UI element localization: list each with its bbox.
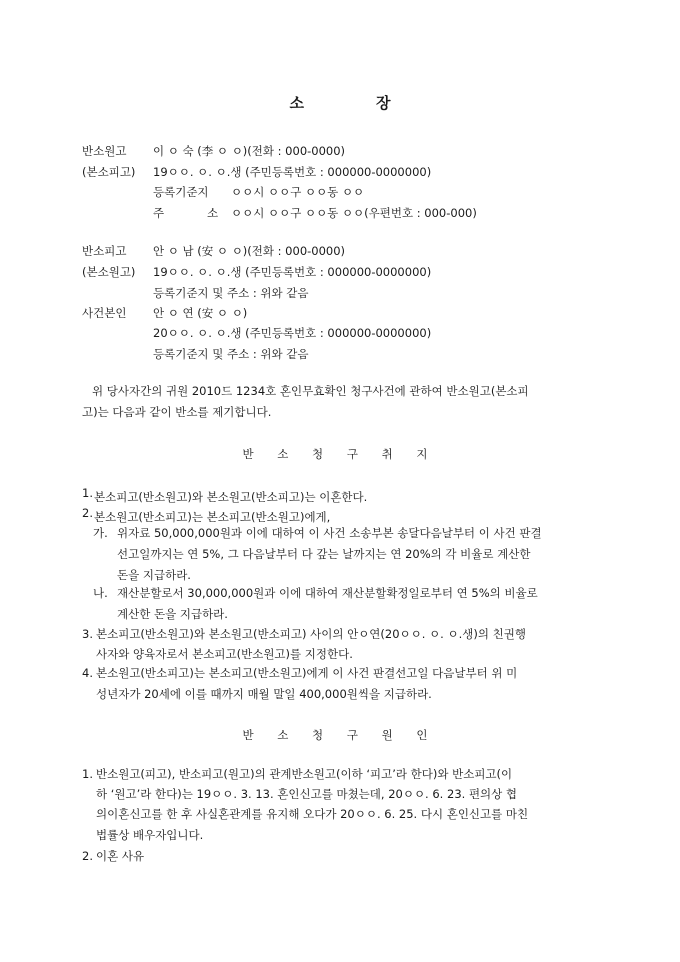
registry-value: ㅇㅇ시 ㅇㅇ구 ㅇㅇ동 ㅇㅇ	[231, 185, 365, 199]
address-label-1: 주	[153, 206, 165, 220]
title-part-1: 소	[289, 94, 304, 112]
counter-defendant-registry: 등록기준지 및 주소 : 위와 같음	[153, 286, 309, 300]
counter-plaintiff-name: 이 ㅇ 숙 (李 ㅇ ㅇ)(전화 : 000-0000)	[153, 144, 346, 158]
claim-item-3-line-1: 본소피고(반소원고)와 본소원고(반소피고) 사이의 안ㅇ연(20ㅇㅇ. ㅇ. ㅇ.생)의 친권행	[96, 627, 526, 641]
cause-item-1-number: 1.	[82, 767, 93, 781]
counter-defendant-role-sub: (본소원고)	[82, 265, 136, 279]
registry-label: 등록기준지	[153, 185, 209, 199]
claim-sub-ga-number: 가.	[93, 526, 108, 540]
address-label-2: 소	[207, 206, 219, 220]
principal-role: 사건본인	[82, 306, 127, 320]
counter-plaintiff-role: 반소원고	[82, 144, 127, 158]
address-value: ㅇㅇ시 ㅇㅇ구 ㅇㅇ동 ㅇㅇ(우편번호 : 000-000)	[231, 206, 477, 220]
claim-item-3-number: 3.	[82, 627, 93, 641]
counter-plaintiff-address	[153, 207, 477, 221]
causes-heading: 반 소 청 구 원 인	[242, 728, 438, 742]
cause-item-2-number: 2.	[82, 849, 93, 863]
claim-sub-na-line-1: 재산분할로서 30,000,000원과 이에 대하여 재산분할확정일로부터 연 5%의 비율로	[117, 586, 538, 600]
principal-birth: 20ㅇㅇ. ㅇ. ㅇ.생 (주민등록번호 : 000000-0000000)	[153, 326, 432, 340]
cause-item-1-line-2: 하 ‘원고’라 한다)는 19ㅇㅇ. 3. 13. 혼인신고를 마쳤는데, 20ㅇㅇ. 6. 23. 편의상 협	[96, 787, 518, 801]
counter-plaintiff-registry	[153, 186, 364, 200]
claim-sub-ga-line-2: 선고일까지는 연 5%, 그 다음날부터 다 갚는 날까지는 연 20%의 각 비율로 계산한	[117, 547, 531, 561]
counter-plaintiff-birth: 19ㅇㅇ. ㅇ. ㅇ.생 (주민등록번호 : 000000-0000000)	[153, 165, 432, 179]
intro-line-2: 고)는 다음과 같이 반소를 제기합니다.	[82, 405, 272, 419]
claim-item-1-number: 1.	[82, 486, 93, 500]
counter-defendant-role: 반소피고	[82, 244, 127, 258]
cause-item-1-line-3: 의이혼신고를 한 후 사실혼관계를 유지해 오다가 20ㅇㅇ. 6. 25. 다시 혼인신고를 마친	[96, 807, 529, 821]
claim-item-2-text: 본소원고(반소피고)는 본소피고(반소원고)에게,	[94, 510, 331, 524]
claim-item-1-text: 본소피고(반소원고)와 본소원고(반소피고)는 이혼한다.	[94, 490, 368, 504]
claim-item-4-number: 4.	[82, 666, 93, 680]
cause-item-2-text: 이혼 사유	[96, 849, 145, 863]
principal-registry: 등록기준지 및 주소 : 위와 같음	[153, 347, 309, 361]
claims-heading: 반 소 청 구 취 지	[242, 447, 438, 461]
claim-item-4-line-1: 본소원고(반소피고)는 본소피고(반소원고)에게 이 사건 판결선고일 다음날부터 위 미	[96, 666, 518, 680]
counter-defendant-name: 안 ㅇ 남 (安 ㅇ ㅇ)(전화 : 000-0000)	[153, 244, 346, 258]
principal-name: 안 ㅇ 연 (安 ㅇ ㅇ)	[153, 306, 248, 320]
claim-item-2-number: 2.	[82, 506, 93, 520]
document-title	[0, 94, 680, 112]
cause-item-1-line-4: 법률상 배우자입니다.	[96, 828, 204, 842]
claim-sub-na-number: 나.	[93, 586, 108, 600]
counter-plaintiff-role-sub: (본소피고)	[82, 165, 136, 179]
claim-item-3-line-2: 사자와 양육자로서 본소피고(반소원고)를 지정한다.	[96, 647, 353, 661]
claim-sub-ga-line-1: 위자료 50,000,000원과 이에 대하여 이 사건 소송부본 송달다음날부터 이 사건 판결	[117, 526, 542, 540]
intro-line-1: 위 당사자간의 귀원 2010드 1234호 혼인무효확인 청구사건에 관하여 반소원고(본소피	[92, 384, 529, 398]
claim-sub-ga-line-3: 돈을 지급하라.	[117, 568, 191, 582]
claim-item-4-line-2: 성년자가 20세에 이를 때까지 매월 말일 400,000원씩을 지급하라.	[96, 687, 432, 701]
cause-item-1-line-1: 반소원고(피고), 반소피고(원고)의 관계반소원고(이하 ‘피고’라 한다)와 반소피고(이	[96, 767, 513, 781]
counter-defendant-birth: 19ㅇㅇ. ㅇ. ㅇ.생 (주민등록번호 : 000000-0000000)	[153, 265, 432, 279]
claim-sub-na-line-2: 계산한 돈을 지급하라.	[117, 607, 228, 621]
title-part-2: 장	[376, 94, 391, 112]
